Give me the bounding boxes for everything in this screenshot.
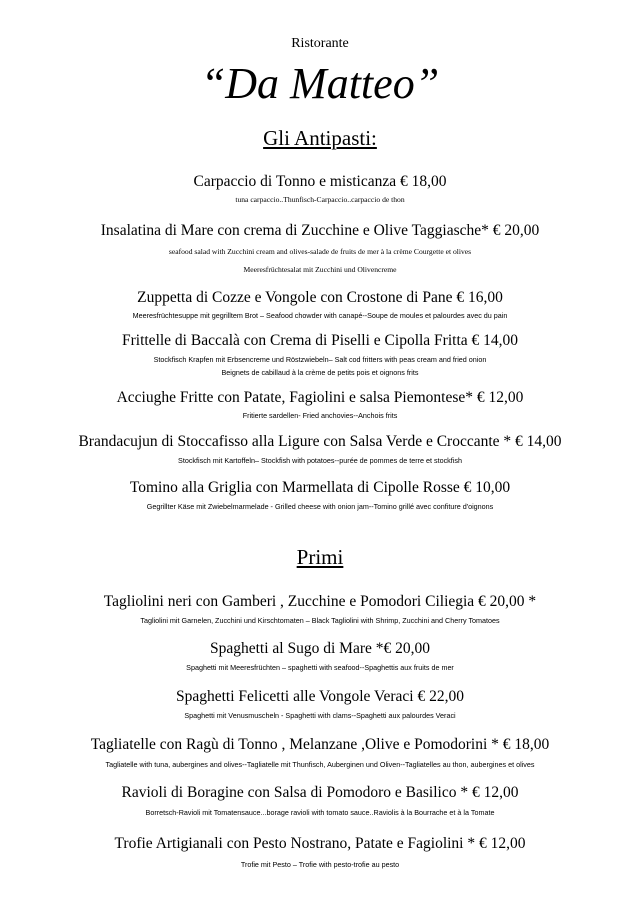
restaurant-name: “Da Matteo” — [200, 59, 440, 108]
dish-description: Spaghetti mit Meeresfrüchten – spaghetti with seafood--Spaghettis aux fruits de mer — [186, 663, 454, 672]
dish-description: tuna carpaccio..Thunfisch-Carpaccio..carpaccio de thon — [235, 195, 405, 204]
dish-name: Trofie Artigianali con Pesto Nostrano, Patate e Fagiolini * € 12,00 — [114, 835, 526, 852]
dish-description: Tagliolini mit Garnelen, Zucchini und Kirschtomaten – Black Tagliolini with Shrimp, Zucchini and Cherry Tomatoes — [140, 616, 500, 625]
dish-description: Beignets de cabillaud à la crème de petits pois et oignons frits — [221, 368, 419, 377]
dish-name: Spaghetti al Sugo di Mare *€ 20,00 — [210, 640, 430, 657]
dish-description: Tagliatelle with tuna, aubergines and olives--Tagliatelle mit Thunfisch, Auberginen und Oliven--Tagliatelles au thon, aubergines et olives — [105, 760, 535, 769]
dish-description: Meeresfrüchtesuppe mit gegrilltem Brot – Seafood chowder with canapé--Soupe de moules et palourdes avec du pain — [132, 311, 508, 320]
dish-description: Stockfisch Krapfen mit Erbsencreme und Röstzwiebeln– Salt cod fritters with peas cream and fried onion — [153, 355, 487, 364]
dish-name: Tomino alla Griglia con Marmellata di Cipolle Rosse € 10,00 — [129, 479, 511, 496]
dish-description: Trofie mit Pesto – Trofie with pesto-trofie au pesto — [240, 860, 400, 869]
dish-description: Fritierte sardellen- Fried anchovies--Anchois frits — [242, 411, 398, 420]
dish-name: Brandacujun di Stoccafisso alla Ligure con Salsa Verde e Croccante * € 14,00 — [78, 433, 562, 450]
dish-name: Spaghetti Felicetti alle Vongole Veraci € 22,00 — [176, 688, 464, 705]
dish-description: Borretsch-Ravioli mit Tomatensauce...borage ravioli with tomato sauce..Raviolis à la Bourrache et à la Tomate — [145, 808, 495, 817]
restaurant-label: Ristorante — [291, 36, 349, 51]
dish-name: Tagliolini neri con Gamberi , Zucchine e Pomodori Ciliegia € 20,00 * — [103, 593, 537, 610]
dish-name: Tagliatelle con Ragù di Tonno , Melanzane ,Olive e Pomodorini * € 18,00 — [90, 736, 550, 753]
dish-description: Meeresfrüchtesalat mit Zucchini und Olivencreme — [243, 265, 397, 274]
dish-name: Ravioli di Boragine con Salsa di Pomodoro e Basilico * € 12,00 — [121, 784, 519, 801]
dish-description: seafood salad with Zucchini cream and olives-salade de fruits de mer à la crème Courgette et olives — [168, 247, 472, 256]
section-title-primi: Primi — [296, 545, 344, 569]
dish-description: Spaghetti mit Venusmuscheln - Spaghetti with clams--Spaghetti aux palourdes Veraci — [184, 711, 456, 720]
dish-name: Acciughe Fritte con Patate, Fagiolini e salsa Piemontese* € 12,00 — [116, 389, 524, 406]
section-title-antipasti: Gli Antipasti: — [263, 126, 377, 150]
dish-name: Frittelle di Baccalà con Crema di Piselli e Cipolla Fritta € 14,00 — [121, 332, 519, 349]
dish-description: Stockfisch mit Kartoffeln– Stockfish with potatoes--purée de pommes de terre et stockfish — [178, 456, 462, 465]
dish-name: Carpaccio di Tonno e misticanza € 18,00 — [193, 173, 447, 190]
dish-name: Zuppetta di Cozze e Vongole con Crostone di Pane € 16,00 — [137, 289, 503, 306]
dish-name: Insalatina di Mare con crema di Zucchine e Olive Taggiasche* € 20,00 — [100, 222, 540, 239]
dish-description: Gegrillter Käse mit Zwiebelmarmelade - Grilled cheese with onion jam--Tomino grillé avec confiture d'oignons — [146, 502, 494, 511]
